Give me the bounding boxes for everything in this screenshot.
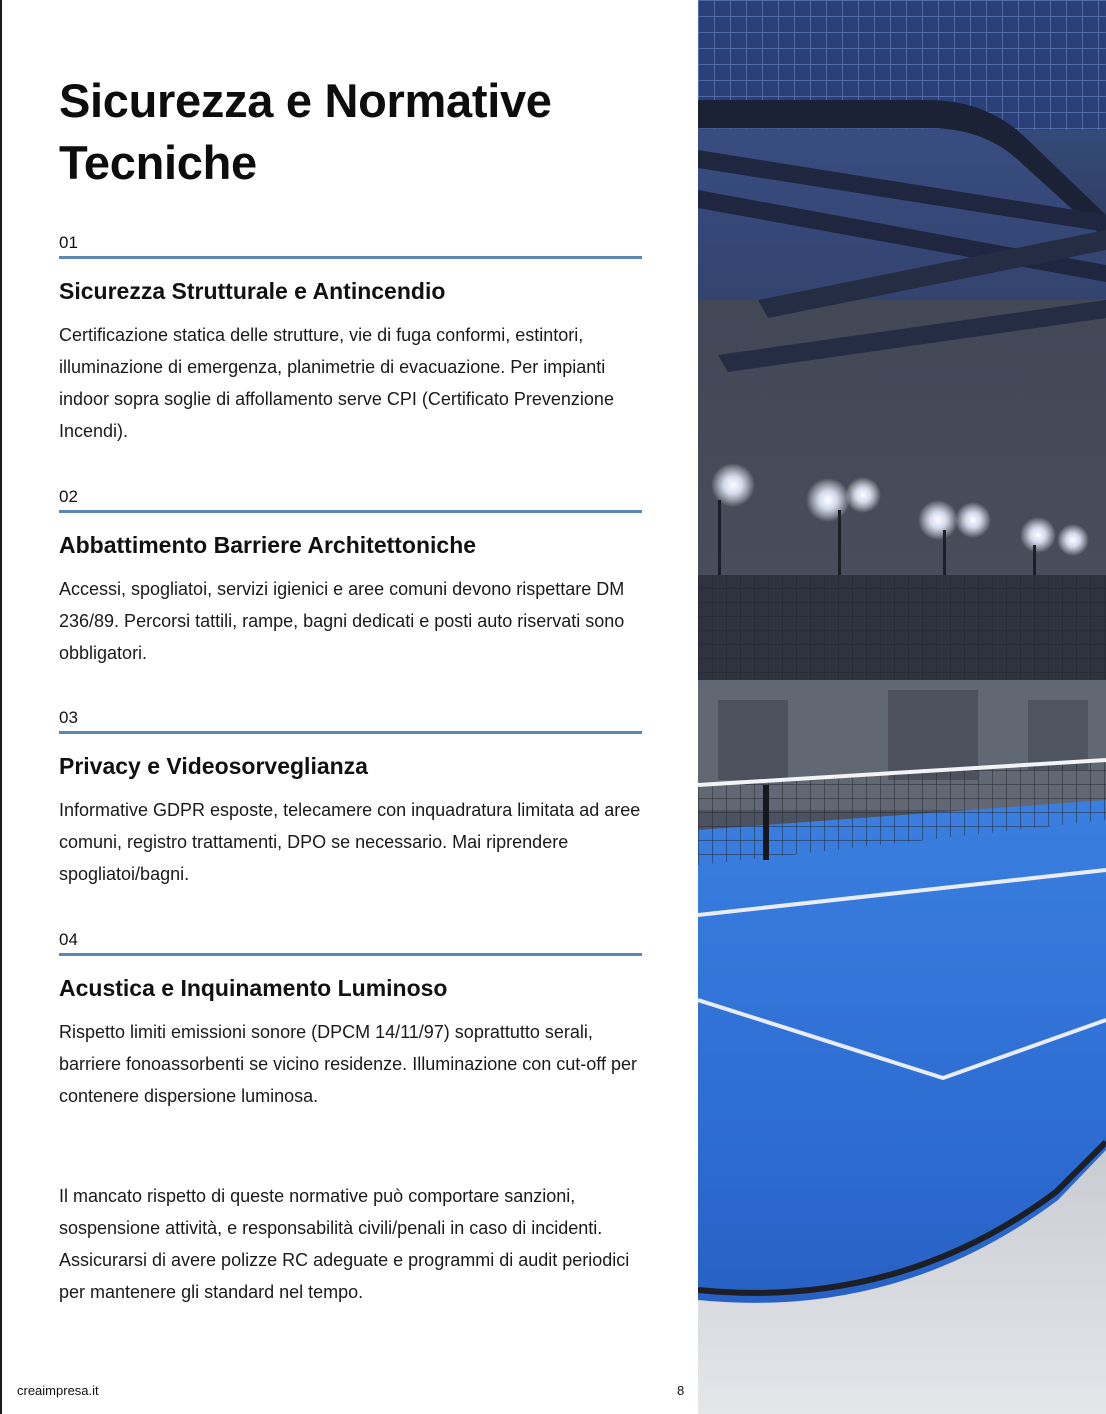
title-block [59, 70, 649, 194]
padel-court-photo [698, 0, 1106, 1414]
section-number: 01 [59, 233, 78, 252]
page-title-line-2: Tecniche [59, 136, 257, 189]
section-body: Accessi, spogliatoi, servizi igienici e aree comuni devono rispettare DM 236/89. Percorsi tattili, rampe, bagni dedicati e posti auto riservati sono obbligatori. [59, 579, 625, 663]
section-divider [59, 731, 642, 734]
section-title: Abbattimento Barriere Architettoniche [59, 532, 477, 558]
section-divider [59, 510, 642, 513]
section-body: Rispetto limiti emissioni sonore (DPCM 14/11/97) soprattutto serali, barriere fonoassorbenti se vicino residenze. Illuminazione con cut-off per contenere dispersione luminosa. [59, 1022, 637, 1106]
footer-site-name: creaimpresa.it [17, 1383, 99, 1398]
section-03 [59, 708, 642, 890]
section-title: Privacy e Videosorveglianza [59, 753, 368, 779]
section-body: Informative GDPR esposte, telecamere con inquadratura limitata ad aree comuni, registro trattamenti, DPO se necessario. Mai riprendere spogliatoi/bagni. [59, 800, 641, 884]
page-title [59, 70, 649, 194]
section-body: Certificazione statica delle strutture, vie di fuga conformi, estintori, illuminazione di emergenza, planimetrie di evacuazione. Per impianti indoor sopra soglie di affollamento serve CPI (Certificato Prevenzione Incendi). [59, 325, 614, 441]
page-title-line-1: Sicurezza e Normative [59, 74, 552, 127]
section-02 [59, 487, 642, 669]
section-01 [59, 233, 642, 447]
footer-page-number: 8 [677, 1383, 685, 1398]
section-divider [59, 256, 642, 259]
closing-paragraph: Il mancato rispetto di queste normative può comportare sanzioni, sospensione attività, e responsabilità civili/penali in caso di incidenti. Assicurarsi di avere polizze RC adeguate e programmi di audit periodici per mantenere gli standard nel tempo. [59, 1186, 630, 1302]
section-number: 04 [59, 930, 78, 949]
section-divider [59, 953, 642, 956]
section-title: Sicurezza Strutturale e Antincendio [59, 278, 446, 304]
page-left-border [0, 0, 2, 1414]
section-title: Acustica e Inquinamento Luminoso [59, 975, 448, 1001]
section-number: 03 [59, 708, 78, 727]
section-number: 02 [59, 487, 78, 506]
section-04 [59, 930, 642, 1112]
